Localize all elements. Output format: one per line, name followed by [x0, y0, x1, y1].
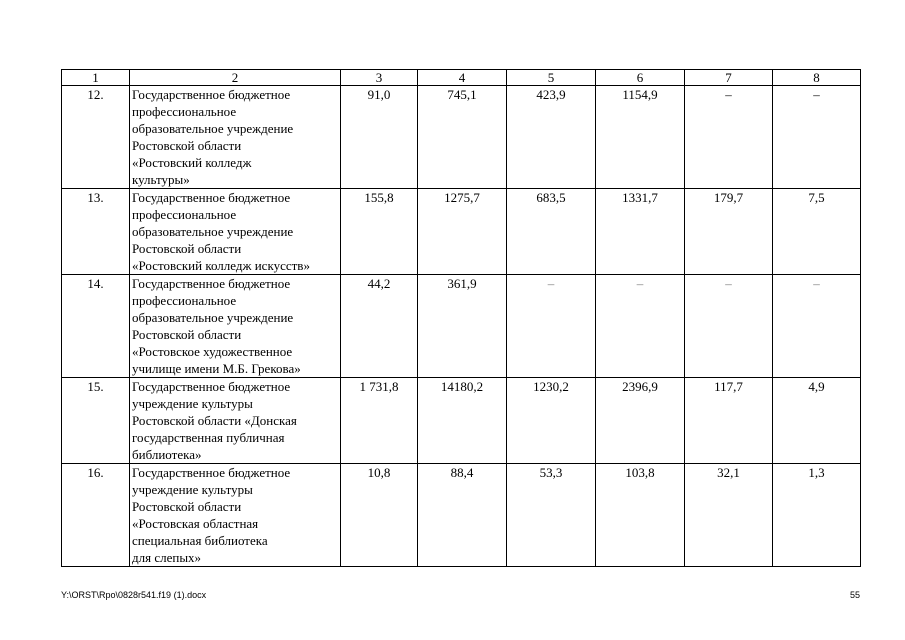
column-header-1: 1	[62, 70, 130, 86]
value-col-8: 7,5	[773, 189, 861, 275]
value-col-8: 4,9	[773, 378, 861, 464]
value-col-7: –	[685, 86, 773, 189]
institution-name: Государственное бюджетное профессиональное образовательное учреждение Ростовской области «Ростовский колледж культуры»	[130, 86, 341, 189]
row-number: 12.	[62, 86, 130, 189]
table-row	[62, 86, 861, 189]
value-col-3: 91,0	[341, 86, 418, 189]
table-row	[62, 378, 861, 464]
row-number: 13.	[62, 189, 130, 275]
document-path: Y:\ORST\Rpo\0828r541.f19 (1).docx	[61, 590, 207, 600]
value-col-7: 179,7	[685, 189, 773, 275]
column-header-8: 8	[773, 70, 861, 86]
value-col-4: 361,9	[418, 275, 507, 378]
value-col-4: 1275,7	[418, 189, 507, 275]
value-col-3: 10,8	[341, 464, 418, 567]
header-row	[62, 70, 861, 86]
value-col-6: 1154,9	[596, 86, 685, 189]
value-col-8: 1,3	[773, 464, 861, 567]
column-header-2: 2	[130, 70, 341, 86]
institution-name: Государственное бюджетное профессиональное образовательное учреждение Ростовской области «Ростовский колледж искусств»	[130, 189, 341, 275]
value-col-4: 14180,2	[418, 378, 507, 464]
column-header-5: 5	[507, 70, 596, 86]
table-row	[62, 464, 861, 567]
value-col-4: 745,1	[418, 86, 507, 189]
column-header-6: 6	[596, 70, 685, 86]
value-col-6: 1331,7	[596, 189, 685, 275]
row-number: 15.	[62, 378, 130, 464]
row-number: 14.	[62, 275, 130, 378]
value-col-8: –	[773, 86, 861, 189]
value-col-6: 2396,9	[596, 378, 685, 464]
budget-table	[61, 69, 861, 567]
value-col-5: 683,5	[507, 189, 596, 275]
column-header-3: 3	[341, 70, 418, 86]
value-col-4: 88,4	[418, 464, 507, 567]
value-col-6: –	[596, 275, 685, 378]
row-number: 16.	[62, 464, 130, 567]
value-col-5: 423,9	[507, 86, 596, 189]
column-header-4: 4	[418, 70, 507, 86]
value-col-7: –	[685, 275, 773, 378]
value-col-7: 32,1	[685, 464, 773, 567]
institution-name: Государственное бюджетное учреждение культуры Ростовской области «Донская государственная публичная библиотека»	[130, 378, 341, 464]
institution-name: Государственное бюджетное учреждение культуры Ростовской области «Ростовская областная специальная библиотека для слепых»	[130, 464, 341, 567]
table-row	[62, 275, 861, 378]
value-col-3: 1 731,8	[341, 378, 418, 464]
value-col-5: 1230,2	[507, 378, 596, 464]
column-header-7: 7	[685, 70, 773, 86]
value-col-7: 117,7	[685, 378, 773, 464]
value-col-5: 53,3	[507, 464, 596, 567]
value-col-3: 155,8	[341, 189, 418, 275]
institution-name: Государственное бюджетное профессиональное образовательное учреждение Ростовской области «Ростовское художественное училище имени М.Б. Грекова»	[130, 275, 341, 378]
value-col-5: –	[507, 275, 596, 378]
value-col-8: –	[773, 275, 861, 378]
value-col-3: 44,2	[341, 275, 418, 378]
value-col-6: 103,8	[596, 464, 685, 567]
table-row	[62, 189, 861, 275]
page-number: 55	[849, 590, 860, 600]
